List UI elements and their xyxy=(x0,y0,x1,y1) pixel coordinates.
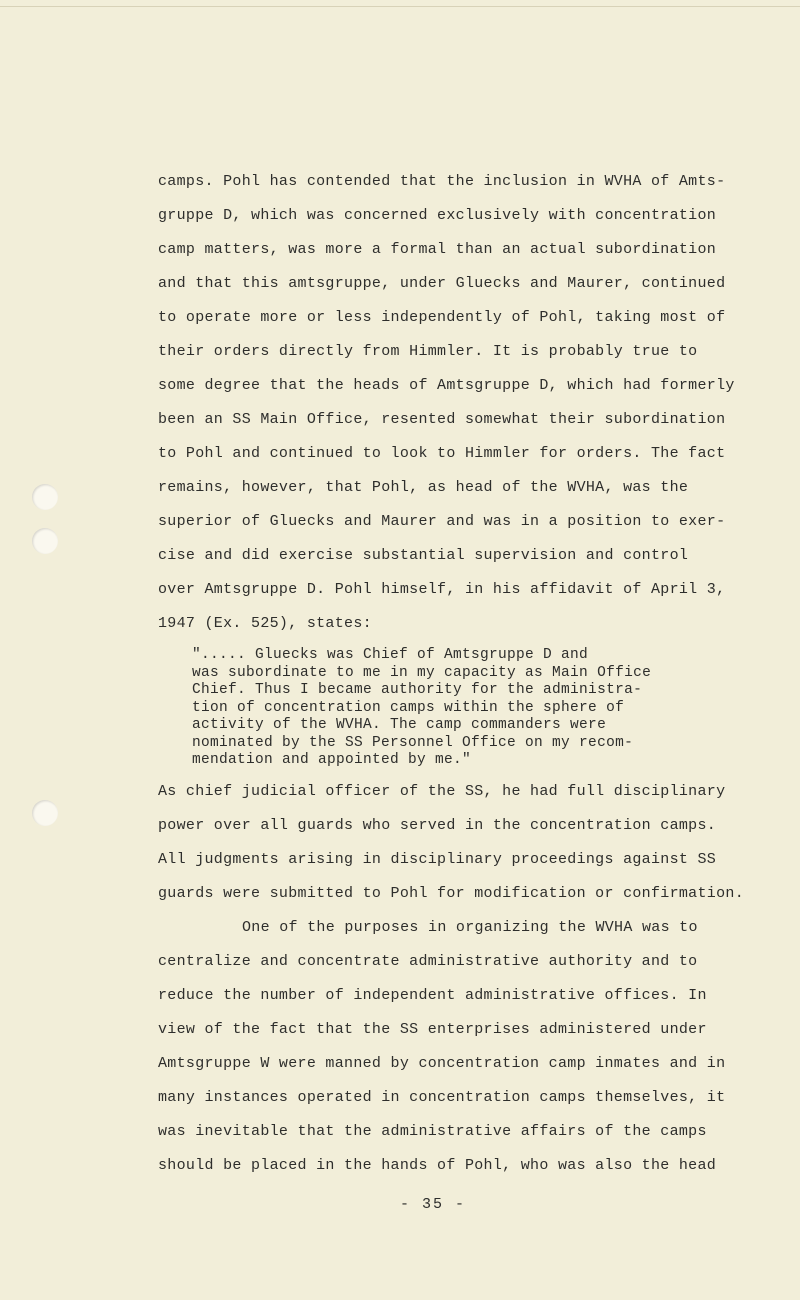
text-line: camp matters, was more a formal than an actual subordination xyxy=(158,241,717,258)
text-line: reduce the number of independent administrative offices. In xyxy=(158,986,707,1004)
block-quote xyxy=(192,647,698,770)
text-line: to Pohl and continued to look to Himmler for orders. The fact xyxy=(158,445,726,462)
paragraph-2 xyxy=(158,778,744,914)
document-body xyxy=(158,168,744,1186)
paragraph-3 xyxy=(158,914,726,1186)
punch-hole xyxy=(32,800,58,826)
punch-hole xyxy=(32,484,58,510)
text-line: some degree that the heads of Amtsgruppe D, which had formerly xyxy=(158,377,735,394)
text-line: remains, however, that Pohl, as head of the WVHA, was the xyxy=(158,479,689,496)
quote-line: was subordinate to me in my capacity as Main Office xyxy=(192,664,652,681)
quote-line: mendation and appointed by me." xyxy=(192,752,472,768)
text-line: guards were submitted to Pohl for modification or confirmation. xyxy=(158,884,744,902)
punch-hole xyxy=(32,528,58,554)
quote-line: "..... Gluecks was Chief of Amtsgruppe D and xyxy=(192,647,589,663)
text-line: One of the purposes in organizing the WVHA was to xyxy=(242,918,698,936)
text-line: many instances operated in concentration camps themselves, it xyxy=(158,1088,726,1106)
text-line: superior of Gluecks and Maurer and was in a position to exer- xyxy=(158,513,726,530)
text-line: been an SS Main Office, resented somewhat their subordination xyxy=(158,411,726,428)
text-line: As chief judicial officer of the SS, he had full disciplinary xyxy=(158,782,726,800)
text-line: Amtsgruppe W were manned by concentration camp inmates and in xyxy=(158,1054,726,1072)
quote-line: nominated by the SS Personnel Office on my recom- xyxy=(192,734,634,751)
text-line: centralize and concentrate administrative authority and to xyxy=(158,952,698,970)
text-line: was inevitable that the administrative affairs of the camps xyxy=(158,1122,707,1140)
text-line: All judgments arising in disciplinary proceedings against SS xyxy=(158,850,717,868)
text-line: and that this amtsgruppe, under Gluecks and Maurer, continued xyxy=(158,275,726,292)
text-line: power over all guards who served in the concentration camps. xyxy=(158,816,717,834)
text-line: should be placed in the hands of Pohl, who was also the head xyxy=(158,1156,717,1174)
text-line: camps. Pohl has contended that the inclusion in WVHA of Amts- xyxy=(158,173,726,190)
text-line: gruppe D, which was concerned exclusively with concentration xyxy=(158,207,717,224)
page-number: - 35 - xyxy=(400,1196,467,1213)
paragraph-1 xyxy=(158,168,735,644)
text-line: over Amtsgruppe D. Pohl himself, in his affidavit of April 3, xyxy=(158,581,726,598)
quote-line: Chief. Thus I became authority for the administra- xyxy=(192,682,643,698)
text-line: 1947 (Ex. 525), states: xyxy=(158,615,372,632)
quote-line: tion of concentration camps within the sphere of xyxy=(192,699,625,716)
quote-line: activity of the WVHA. The camp commanders were xyxy=(192,717,607,733)
text-line: their orders directly from Himmler. It is probably true to xyxy=(158,343,698,360)
page-top-edge xyxy=(0,6,800,7)
text-line: cise and did exercise substantial supervision and control xyxy=(158,547,689,564)
text-line: view of the fact that the SS enterprises administered under xyxy=(158,1020,707,1038)
text-line: to operate more or less independently of Pohl, taking most of xyxy=(158,309,726,326)
